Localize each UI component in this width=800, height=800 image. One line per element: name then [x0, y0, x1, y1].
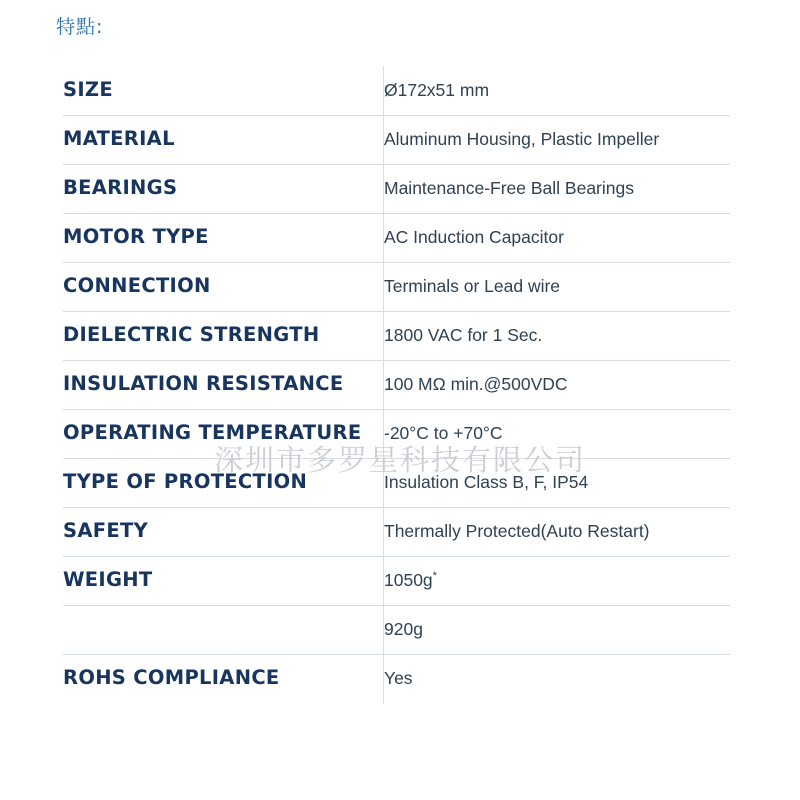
- spec-label-weight-alt: [63, 605, 384, 654]
- spec-label-insulation-resistance: INSULATION RESISTANCE: [63, 360, 384, 409]
- specifications-table: [63, 66, 730, 704]
- table-row: [63, 164, 730, 213]
- spec-value-safety: Thermally Protected(Auto Restart): [384, 507, 731, 556]
- table-row: [63, 66, 730, 115]
- table-row: [63, 311, 730, 360]
- table-row: [63, 654, 730, 703]
- table-row: [63, 262, 730, 311]
- page-title: 特點:: [56, 16, 104, 38]
- spec-label-dielectric-strength: DIELECTRIC STRENGTH: [63, 311, 384, 360]
- spec-value-weight-primary: 1050g: [384, 569, 433, 590]
- spec-label-weight: WEIGHT: [63, 556, 384, 605]
- spec-value-insulation-resistance: 100 MΩ min.@500VDC: [384, 360, 731, 409]
- spec-value-operating-temperature: -20°C to +70°C: [384, 409, 731, 458]
- spec-label-size: SIZE: [63, 66, 384, 115]
- spec-label-material: MATERIAL: [63, 115, 384, 164]
- table-row: [63, 409, 730, 458]
- spec-value-rohs-compliance: Yes: [384, 667, 413, 688]
- spec-value-motor-type: AC Induction Capacitor: [384, 213, 731, 262]
- spec-value-weight-alt: 920g: [384, 605, 731, 654]
- watermark: 深圳市多罗星科技有限公司: [213, 443, 586, 477]
- table-row: [63, 507, 730, 556]
- spec-label-operating-temperature: OPERATING TEMPERATURE: [63, 409, 384, 458]
- spec-value-connection: Terminals or Lead wire: [384, 262, 731, 311]
- spec-label-connection: CONNECTION: [63, 262, 384, 311]
- spec-value-weight: [384, 556, 731, 605]
- spec-value-bearings: Maintenance-Free Ball Bearings: [384, 164, 731, 213]
- table-row: [63, 458, 730, 507]
- spec-value-dielectric-strength: 1800 VAC for 1 Sec.: [384, 311, 731, 360]
- spec-value-type-of-protection: Insulation Class B, F, IP54: [384, 458, 731, 507]
- spec-value-size: Ø172x51 mm: [384, 66, 731, 115]
- spec-label-safety: SAFETY: [63, 507, 384, 556]
- spec-value-material: Aluminum Housing, Plastic Impeller: [384, 115, 731, 164]
- spec-label-bearings: BEARINGS: [63, 164, 384, 213]
- table-row: [63, 360, 730, 409]
- table-row: [63, 605, 730, 654]
- table-row: [63, 115, 730, 164]
- spec-label-rohs-compliance: ROHS COMPLIANCE: [63, 654, 384, 703]
- spec-value-weight-footnote-marker: *: [432, 570, 437, 583]
- table-row: [63, 213, 730, 262]
- table-row: [63, 556, 730, 605]
- spec-label-type-of-protection: TYPE OF PROTECTION: [63, 458, 384, 507]
- spec-label-motor-type: MOTOR TYPE: [63, 213, 384, 262]
